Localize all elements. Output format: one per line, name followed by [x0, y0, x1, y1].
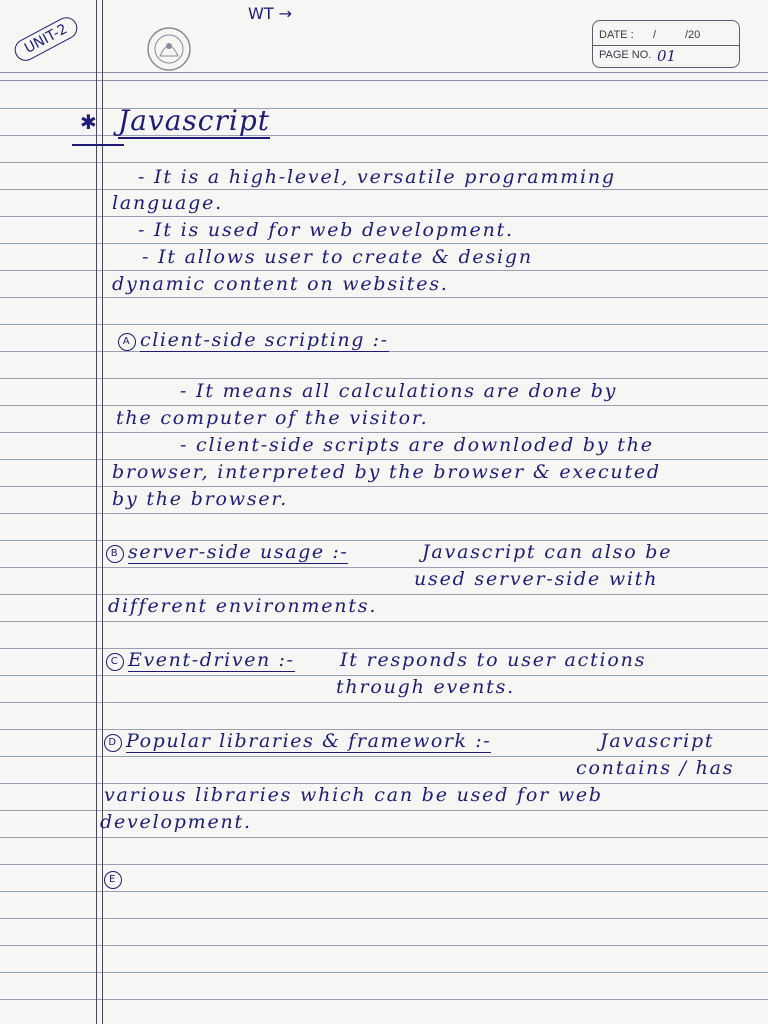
section-heading-text: Popular libraries & framework :- [126, 730, 492, 752]
note-line: development. [100, 811, 252, 833]
section-heading-text: server-side usage :- [128, 541, 349, 563]
section-heading-e [104, 867, 126, 889]
star-icon: ✱ [80, 110, 97, 134]
section-heading-c [106, 649, 295, 671]
note-line: Javascript can also be [422, 541, 673, 563]
title-rule [72, 144, 124, 146]
section-heading-a [118, 329, 389, 351]
page-number: 01 [657, 47, 677, 65]
note-line: Javascript [600, 730, 715, 752]
section-badge: D [104, 734, 122, 752]
note-line: contains / has [576, 757, 735, 779]
note-line: - It means all calculations are done by [180, 380, 618, 402]
note-line: various libraries which can be used for web [104, 784, 603, 806]
unit-tag: UNIT-2 [11, 13, 81, 64]
note-line: the computer of the visitor. [116, 407, 429, 429]
seal-icon [146, 26, 192, 72]
note-line: - It is used for web development. [138, 219, 514, 241]
page-title: Javascript [118, 104, 270, 137]
section-heading-b [106, 541, 348, 563]
date-label: DATE : [599, 29, 634, 41]
note-line: - client-side scripts are downloded by the [180, 434, 654, 456]
note-line: different environments. [108, 595, 378, 617]
section-badge: B [106, 545, 124, 563]
section-badge: C [106, 653, 124, 671]
note-line: browser, interpreted by the browser & executed [112, 461, 661, 483]
margin-line [102, 0, 103, 1024]
page-label: PAGE NO. [599, 49, 652, 61]
section-heading-d [104, 730, 491, 752]
note-line: language. [112, 192, 224, 214]
note-line: - It is a high-level, versatile programming [138, 166, 616, 188]
section-heading-text: client-side scripting :- [140, 329, 389, 351]
note-line: - It allows user to create & design [142, 246, 533, 268]
subject-label: WT → [248, 4, 293, 23]
note-line: used server-side with [414, 568, 659, 590]
note-line: It responds to user actions [340, 649, 647, 671]
note-line: through events. [336, 676, 515, 698]
section-badge: E [104, 871, 122, 889]
date-slash: / [653, 29, 657, 41]
section-heading-text: Event-driven :- [128, 649, 295, 671]
margin-line [96, 0, 97, 1024]
note-line: by the browser. [112, 488, 289, 510]
date-year: /20 [685, 29, 701, 41]
note-line: dynamic content on websites. [112, 273, 449, 295]
date-page-box [592, 20, 740, 68]
section-badge: A [118, 333, 136, 351]
